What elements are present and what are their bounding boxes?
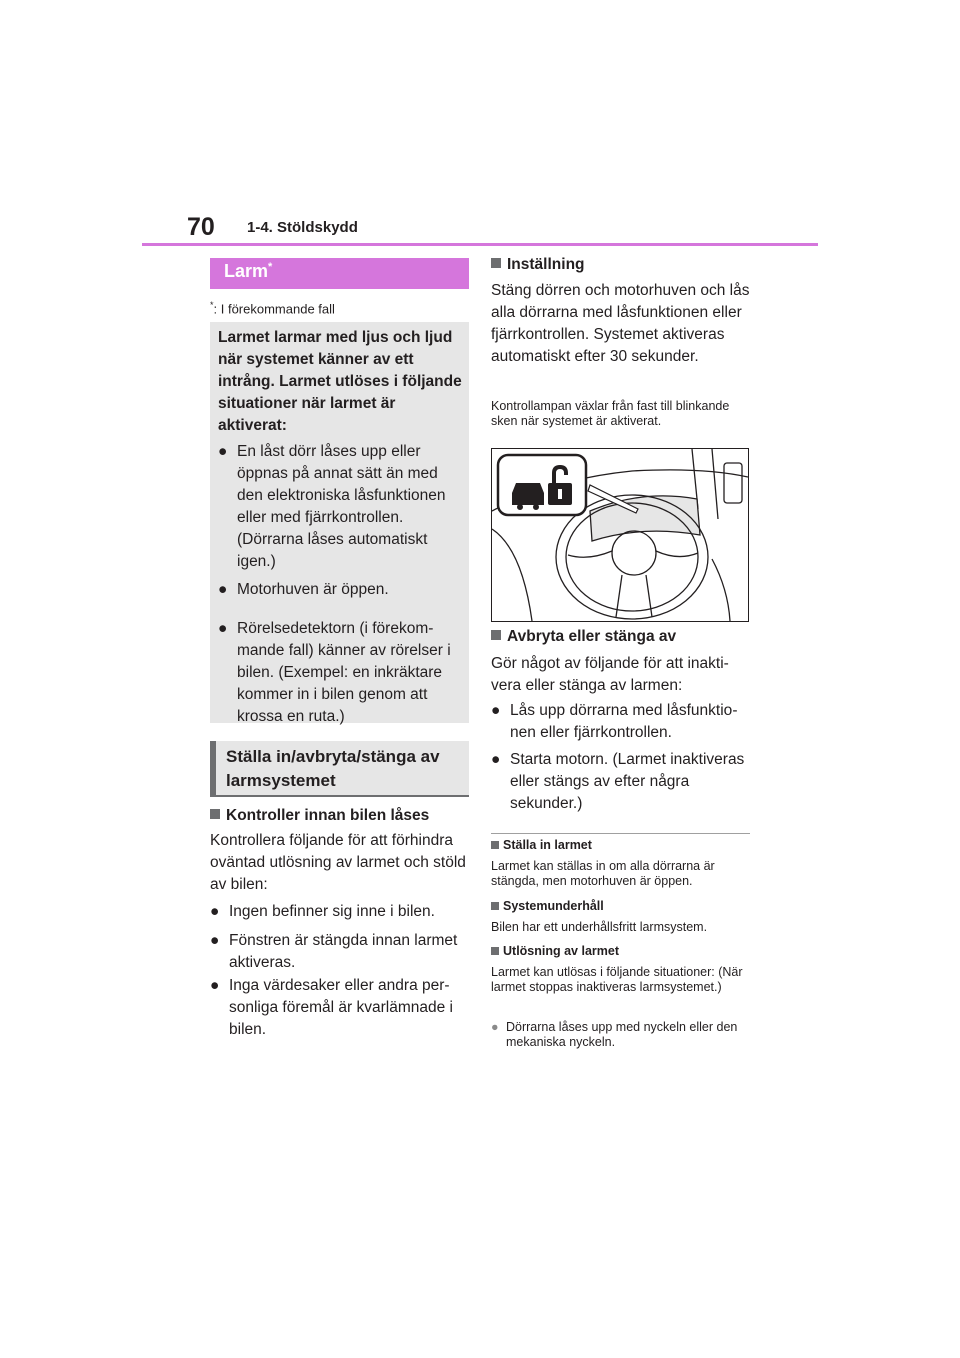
square-bullet-icon (491, 902, 499, 910)
square-bullet-icon (491, 841, 499, 849)
dashboard-illustration (491, 448, 749, 622)
check-text: Kontrollera följande för att förhindra oväntad utlösning av larmet och stöld av bilen: (210, 832, 466, 893)
larm-heading-text: Larm (224, 261, 269, 281)
square-bullet-icon (491, 630, 501, 640)
alarm-info-box (210, 322, 469, 723)
page-number: 70 (187, 213, 215, 241)
bullet-icon: ● (218, 581, 228, 598)
bullet-icon: ● (218, 620, 228, 637)
alarm-intro: Larmet larmar med ljus och ljud när systemet känner av ett intrång. Larmet utlöses i följande situationer när larmet är aktiverat: (218, 329, 462, 434)
note-text: Larmet kan ställas in om alla dörrarna är stängda, men motorhuven är öppen. (491, 859, 715, 888)
footnote-mark: * (210, 300, 214, 310)
list-item: ● En låst dörr låses upp eller öppnas på annat sätt än med den elektroniska låsfunktionen eller med fjärrkontrollen. (Dörrarna låses automatiskt igen.) (218, 443, 446, 570)
bullet-icon: ● (218, 443, 228, 460)
section-title: 1-4. Stöldskydd (247, 219, 358, 236)
bullet-icon: ● (210, 977, 220, 994)
header-divider (142, 243, 818, 246)
list-item: ● Rörelsedetektorn (i förekommande fall) känner av rörelser i bilen. (Exempel: en inkräktare kommer in i bilen genom att krossa en ruta.) (218, 620, 451, 725)
square-bullet-icon (491, 258, 501, 268)
larm-heading-mark: * (268, 261, 273, 273)
setup-heading: Ställa in/avbryta/stänga av larmsystemet (210, 741, 469, 797)
bullet-icon: ● (491, 1020, 499, 1034)
check-title: Kontroller innan bilen låses (210, 805, 469, 827)
larm-heading (210, 258, 469, 289)
bullet-icon: ● (491, 751, 501, 768)
list-item: ● Ingen befinner sig inne i bilen. (210, 901, 469, 923)
footnote-text: : I förekommande fall (213, 301, 335, 317)
list-item: ● Fönstren är stängda innan larmet aktiveras. (210, 932, 458, 971)
steering-wheel-illustration (492, 449, 748, 621)
bullet-icon: ● (491, 702, 501, 719)
note-title: Ställa in larmet (491, 838, 750, 853)
bullet-icon: ● (210, 932, 220, 949)
note-title: Systemunderhåll (491, 899, 750, 914)
setting-text: Stäng dörren och motorhuven och lås alla dörrarna med låsfunktionen eller fjärrkontrollen. Systemet aktiveras automatiskt efter 30 sekunder. (491, 282, 750, 365)
cancel-title: Avbryta eller stänga av (491, 626, 750, 648)
cancel-text: Gör något av följande för att inaktivera eller stänga av larmen: (491, 655, 729, 694)
square-bullet-icon (210, 809, 220, 819)
square-bullet-icon (491, 947, 499, 955)
footnote (210, 300, 335, 316)
note-text: Bilen har ett underhållsfritt larmsystem. (491, 920, 708, 934)
note-text: Larmet kan utlösas i följande situationer: (När larmet stoppas inaktiveras larmsystemet.) (491, 965, 743, 994)
list-item: ● Lås upp dörrarna med låsfunktionen eller fjärrkontrollen. (491, 702, 738, 741)
setting-note: Kontrollampan växlar från fast till blinkande sken när systemet är aktiverat. (491, 399, 730, 428)
list-item: ● Inga värdesaker eller andra personliga föremål är kvarlämnade i bilen. (210, 977, 453, 1038)
bullet-icon: ● (210, 903, 220, 920)
note-bullet: ● Dörrarna låses upp med nyckeln eller den mekaniska nyckeln. (491, 1020, 738, 1049)
setting-title: Inställning (491, 254, 750, 276)
notes-divider (491, 833, 750, 834)
list-item: ● Motorhuven är öppen. (218, 579, 463, 601)
note-title: Utlösning av larmet (491, 944, 750, 959)
list-item: ● Starta motorn. (Larmet inaktiveras eller stängs av efter några sekunder.) (491, 751, 745, 812)
